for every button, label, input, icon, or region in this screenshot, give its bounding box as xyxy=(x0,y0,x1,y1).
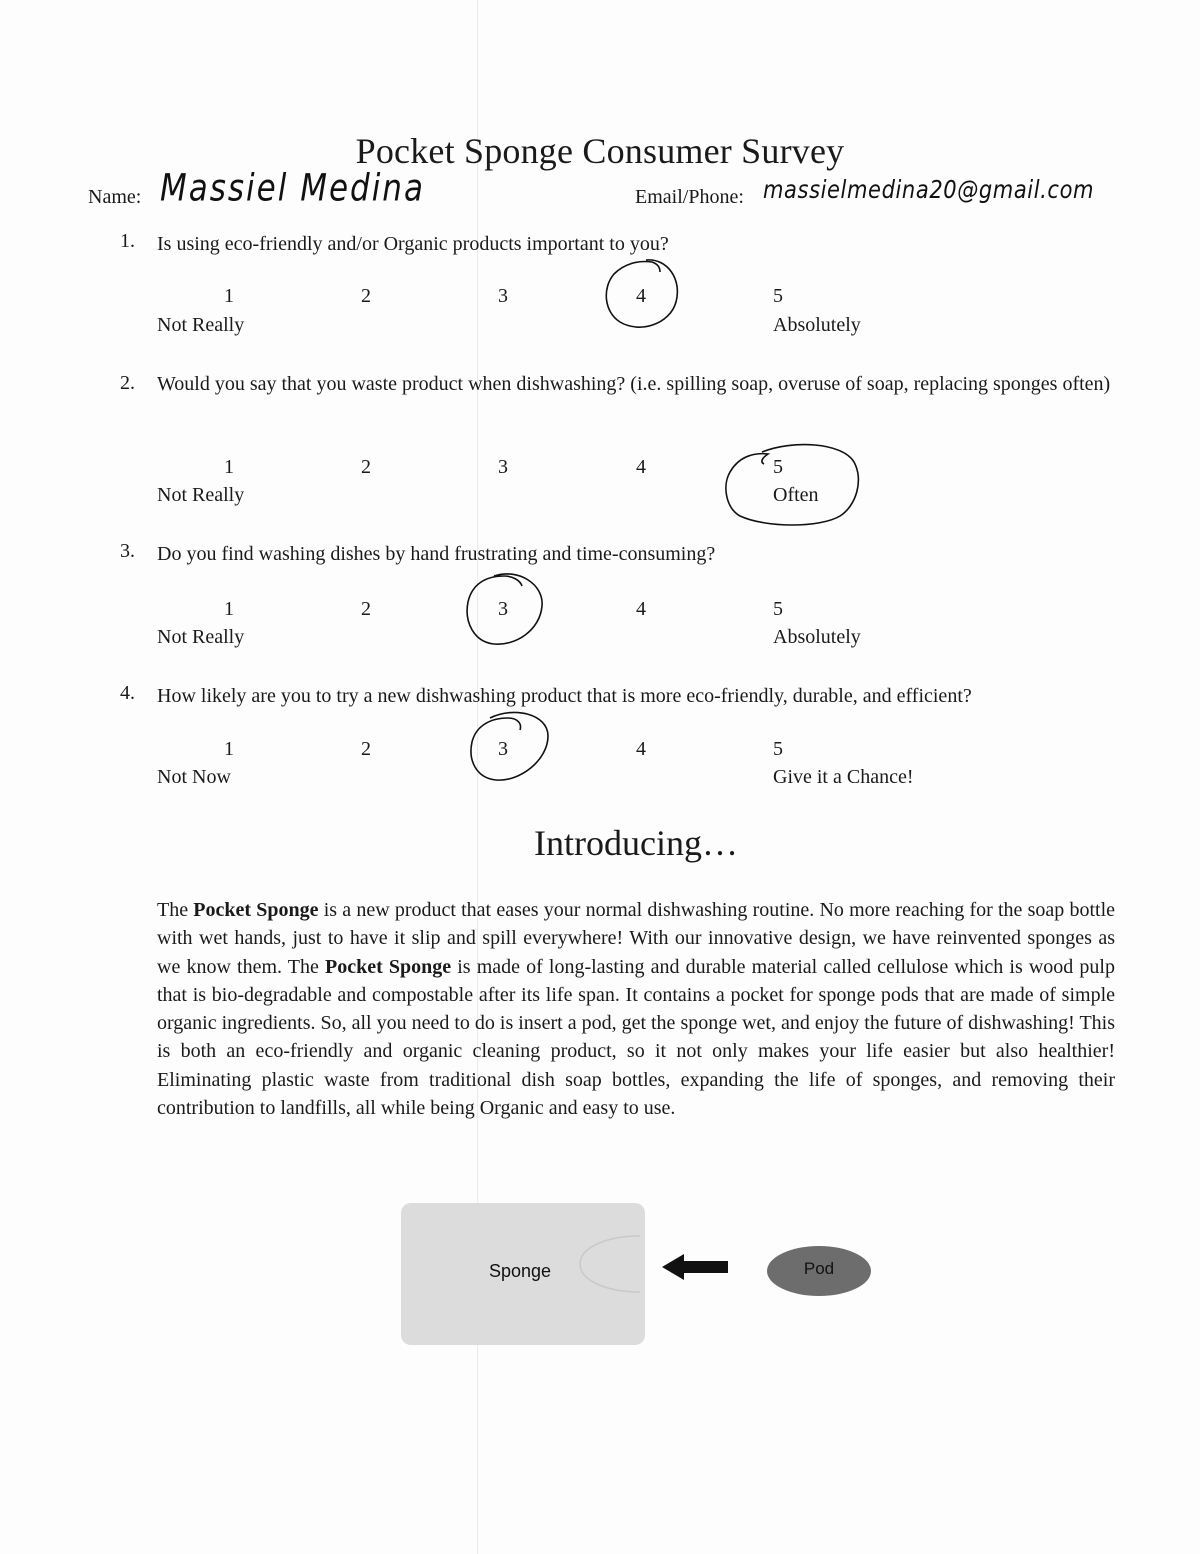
option-2[interactable]: 2 xyxy=(361,738,371,760)
option-5[interactable]: 5 xyxy=(773,738,783,760)
option-5[interactable]: 5 xyxy=(773,285,783,307)
option-4[interactable]: 4 xyxy=(636,598,646,620)
name-label: Name: xyxy=(88,186,142,208)
intro-text-1: The xyxy=(157,899,194,921)
option-4[interactable]: 4 xyxy=(636,456,646,478)
option-2[interactable]: 2 xyxy=(361,456,371,478)
question-text: Is using eco-friendly and/or Organic products important to you? xyxy=(157,233,669,255)
option-3[interactable]: 3 xyxy=(498,738,508,760)
scale-low-label: Not Now xyxy=(157,766,231,788)
intro-text-2: is a new product that eases your normal dishwashing routine. No more reaching for the soap bottle with wet hands, just to have it slip and spill everywhere! With our innovative design, we have reinvented sponges as we know them. The xyxy=(157,899,1116,978)
scale-high-label: Give it a Chance! xyxy=(773,766,914,788)
page-title: Pocket Sponge Consumer Survey xyxy=(355,131,845,171)
selection-circle-q2 xyxy=(722,440,864,530)
selection-circle-q1 xyxy=(598,252,688,338)
sponge-label: Sponge xyxy=(489,1261,552,1281)
arrow-left-icon xyxy=(662,1252,732,1282)
option-2[interactable]: 2 xyxy=(361,285,371,307)
question-text: Do you find washing dishes by hand frustrating and time-consuming? xyxy=(157,543,716,565)
option-4[interactable]: 4 xyxy=(636,738,646,760)
option-3[interactable]: 3 xyxy=(498,456,508,478)
scale-high-label: Absolutely xyxy=(773,314,861,336)
intro-text-3: is made of long-lasting and durable material called cellulose which is wood pulp that is bio-degradable and compostable after its life span. It contains a pocket for sponge pods that are made of simple organic ingredients. So, all you need to do is insert a pod, get the sponge wet, and enjoy the future of dishwashing! This is both an eco-friendly and organic cleaning product, so it not only makes your life easier but also healthier! Eliminating plastic waste from traditional dish soap bottles, expanding the life of sponges, and removing their contribution to landfills, all while being Organic and easy to use. xyxy=(157,955,1115,1120)
question-number: 2. xyxy=(120,372,135,394)
option-1[interactable]: 1 xyxy=(224,738,234,760)
product-name-bold: Pocket Sponge xyxy=(193,899,319,921)
option-1[interactable]: 1 xyxy=(224,598,234,620)
scale-high-label: Often xyxy=(773,484,819,506)
contact-label: Email/Phone: xyxy=(635,186,744,208)
selection-circle-q4 xyxy=(462,706,554,788)
selection-circle-q3 xyxy=(460,566,550,652)
scale-high-label: Absolutely xyxy=(773,626,861,648)
option-5[interactable]: 5 xyxy=(773,456,783,478)
sponge-pocket-outline xyxy=(540,1230,640,1300)
intro-heading xyxy=(0,822,1200,864)
intro-heading-text: Introducing… xyxy=(534,823,738,863)
scale-low-label: Not Really xyxy=(157,314,245,336)
option-1[interactable]: 1 xyxy=(224,285,234,307)
contact-handwritten-value: massielmedina20@gmail.com xyxy=(763,175,1095,204)
option-4[interactable]: 4 xyxy=(636,285,646,307)
pod-label: Pod xyxy=(803,1259,835,1278)
option-3[interactable]: 3 xyxy=(498,598,508,620)
option-3[interactable]: 3 xyxy=(498,285,508,307)
intro-paragraph xyxy=(157,896,1115,1122)
question-number: 4. xyxy=(120,682,135,704)
scale-low-label: Not Really xyxy=(157,626,245,648)
product-name-bold: Pocket Sponge xyxy=(324,955,452,978)
option-5[interactable]: 5 xyxy=(773,598,783,620)
option-1[interactable]: 1 xyxy=(224,456,234,478)
question-text: Would you say that you waste product when dishwashing? (i.e. spilling soap, overuse of soap, replacing sponges often) xyxy=(157,373,1111,395)
question-number: 3. xyxy=(120,540,135,562)
option-2[interactable]: 2 xyxy=(361,598,371,620)
question-number: 1. xyxy=(120,230,135,252)
name-handwritten-value: Massiel Medina xyxy=(160,166,425,210)
scale-low-label: Not Really xyxy=(157,484,245,506)
question-text: How likely are you to try a new dishwashing product that is more eco-friendly, durable, and efficient? xyxy=(157,685,972,707)
